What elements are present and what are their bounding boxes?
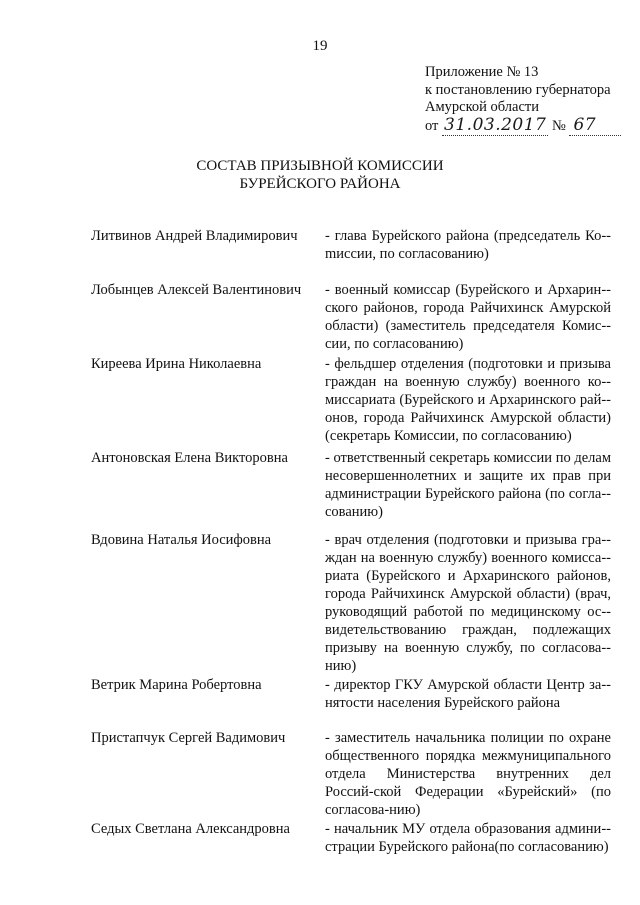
member-role: - военный комиссар (Бурейского и Архарин-ского районов, города Райчихинск Амурской области) (заместитель председателя Комис-сии, по согласованию): [325, 282, 611, 352]
handwritten-date: 31.03.2017: [444, 114, 547, 135]
member-name: Вдовина Наталья Иосифовна: [91, 532, 272, 548]
member-name: Литвинов Андрей Владимирович: [91, 228, 298, 244]
handwritten-number: 67: [573, 114, 597, 135]
number-sign: №: [552, 117, 566, 134]
member-name: Киреева Ирина Николаевна: [91, 356, 262, 372]
member-role: - глава Бурейского района (председатель Ко-mиссии, по согласованию): [325, 228, 611, 262]
date-prefix: от: [425, 117, 439, 134]
member-role: - заместитель начальника полиции по охране общественного порядка межмуниципального отдела Министерства внутренних дел Россий-ской Федерации «Бурейский» (по согласова-нию): [325, 730, 611, 818]
member-role: - начальник МУ отдела образования админи-страции Бурейского района(по согласованию): [325, 821, 611, 855]
page-number: 19: [312, 38, 328, 54]
member-role: - врач отделения (подготовки и призыва гра-ждан на военную службу) военного комисса-риата (Бурейского и Архаринского районов, города Райчихинск Амурской области) (врач, руководящий работой по медицинскому ос-видетельствованию граждан, подлежащих призыву на военную службу, по согласова-нию): [325, 532, 611, 674]
member-role: - ответственный секретарь комиссии по делам несовершеннолетних и защите их прав при администрации Бурейского района (по согла-сованию): [325, 450, 611, 520]
member-name: Антоновская Елена Викторовна: [91, 450, 288, 466]
appendix-line-3: Амурской области: [425, 99, 539, 115]
title-line-2: БУРЕЙСКОГО РАЙОНА: [239, 175, 401, 192]
appendix-line-1: Приложение № 13: [425, 64, 539, 80]
member-name: Седых Светлана Александровна: [91, 821, 290, 837]
member-role: - директор ГКУ Амурской области Центр за-нятости населения Бурейского района: [325, 677, 611, 711]
member-name: Ветрик Марина Робертовна: [91, 677, 262, 693]
member-role: - фельдшер отделения (подготовки и призыва граждан на военную службу) военного ко-миссариата (Бурейского и Архаринского рай-онов, города Райчихинск Амурской области) (секретарь Комиссии, по согласованию): [325, 356, 611, 444]
member-name: Лобынцев Алексей Валентинович: [91, 282, 302, 298]
member-name: Пристапчук Сергей Вадимович: [91, 730, 286, 746]
title-line-1: СОСТАВ ПРИЗЫВНОЙ КОМИССИИ: [196, 158, 444, 174]
appendix-line-2: к постановлению губернатора: [425, 81, 611, 98]
